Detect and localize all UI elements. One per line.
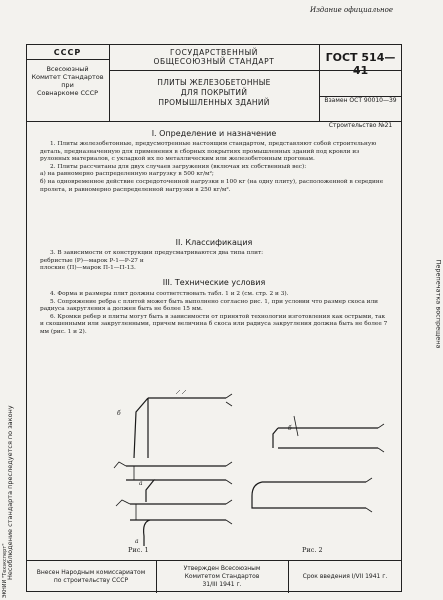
section-2-text [40, 250, 390, 273]
approved-line1: Утвержден Всесоюзным [183, 565, 261, 572]
dimension-a-label-2: а [135, 538, 139, 545]
effective-date: Срок введения I/VII 1941 г. [302, 573, 388, 580]
document-title-line3: ПРОМЫШЛЕННЫХ ЗДАНИЙ [158, 98, 270, 107]
replaces-note: Взамен ОСТ 90010—39 [324, 97, 397, 104]
footer-introduced-by [26, 561, 157, 593]
group-note: Строительство №21 [328, 122, 393, 129]
committee-line2: Комитет Стандартов [31, 73, 104, 81]
committee-line1: Всесоюзный [46, 65, 89, 73]
header-committee [26, 44, 110, 121]
introduced-line2: по строительству СССР [53, 577, 129, 584]
introduced-line1: Внесен Народным комиссариатом [36, 569, 146, 576]
document-title-line2: ДЛЯ ПОКРЫТИЙ [180, 88, 248, 97]
figure-1-label: Рис. 1 [128, 546, 149, 554]
paragraph-2a: а) на равномерно распределенную нагрузку в 500 кг/м²; [40, 171, 214, 178]
country-label: СССР [53, 48, 82, 57]
side-note-legal: Несоблюдение стандарта преследуется по закону [6, 405, 14, 580]
section-1-title: I. Определение и назначение [151, 129, 277, 138]
section-2-title: II. Классификация [175, 238, 253, 247]
paragraph-2b: б) на одновременное действие сосредоточенной нагрузки в 100 кг (на одну плиту), расположенной в середине пролета, и равномерно распределенной нагрузки в 250 кг/м². [40, 178, 384, 193]
committee-line3: при [61, 81, 74, 89]
paragraph-1: 1. Плиты железобетонные, предусмотренные настоящим стандартом, представляют собой строительную деталь, предназначенную для применения в сборных покрытиях промышленных зданий под кровли из рулонных материалов, с укладкой их по металлическим или железобетонным прогонам. [40, 141, 377, 163]
paragraph-3b: плоские (П)—марок П-1—П-13. [40, 265, 136, 272]
header-block [26, 44, 402, 129]
edition-note: Издание официальное [309, 6, 393, 14]
dimension-b-label: б [117, 410, 121, 417]
section-3-text [40, 291, 390, 337]
dimension-a-label: а [139, 480, 143, 487]
side-note-reprint: Перепечатка воспрещена [434, 259, 443, 349]
footer-effective [288, 561, 402, 593]
approved-line2: Комитетом Стандартов [184, 573, 260, 580]
gost-number: ГОСТ 514—41 [325, 51, 396, 77]
standard-line1: ГОСУДАРСТВЕННЫЙ [169, 48, 258, 57]
footer-approved [156, 561, 289, 593]
committee-line4: Совнаркоме СССР [36, 89, 99, 97]
footer-block [26, 560, 402, 593]
paragraph-3a: ребристые (Р)—марок Р-1—Р-27 и [40, 257, 144, 264]
paragraph-4: 4. Форма и размеры плит должны соответствовать табл. 1 и 2 (см. стр. 2 и 3). [50, 291, 289, 297]
section-1-text [40, 141, 390, 194]
section-3-title: III. Технические условия [162, 278, 266, 287]
standard-line2: ОБЩЕСОЮЗНЫЙ СТАНДАРТ [153, 57, 275, 66]
header-title-block [109, 44, 320, 121]
dimension-b-label-2: б [288, 425, 292, 432]
figure-2-label: Рис. 2 [302, 546, 323, 554]
figures-drawing [26, 350, 402, 555]
paragraph-6: 6. Кромки ребер и плиты могут быть в зависимости от принятой технологии изготовления как острыми, так и скошенными или закругленными, причем величина б скоса или радиуса закругления должна быть не более 7 мм (рис. 1 и 2). [40, 313, 388, 335]
header-gost-block [319, 44, 402, 129]
paragraph-3: 3. В зависимости от конструкции предусматриваются два типа плит: [50, 250, 264, 256]
paragraph-2: 2. Плиты рассчитаны для двух случаев загружения (включая их собственный вес): [50, 163, 307, 170]
approved-line3: 31/III 1941 г. [202, 581, 242, 588]
side-note-source: ЭКНИИ "Техэксперт" [2, 543, 8, 598]
paragraph-5: 5. Сопряжение ребра с плитой может быть выполнено согласно рис. 1, при условии что размер скоса или радиуса закругления а должен быть не более 15 мм. [40, 298, 379, 313]
document-title-line1: ПЛИТЫ ЖЕЛЕЗОБЕТОННЫЕ [157, 78, 271, 87]
